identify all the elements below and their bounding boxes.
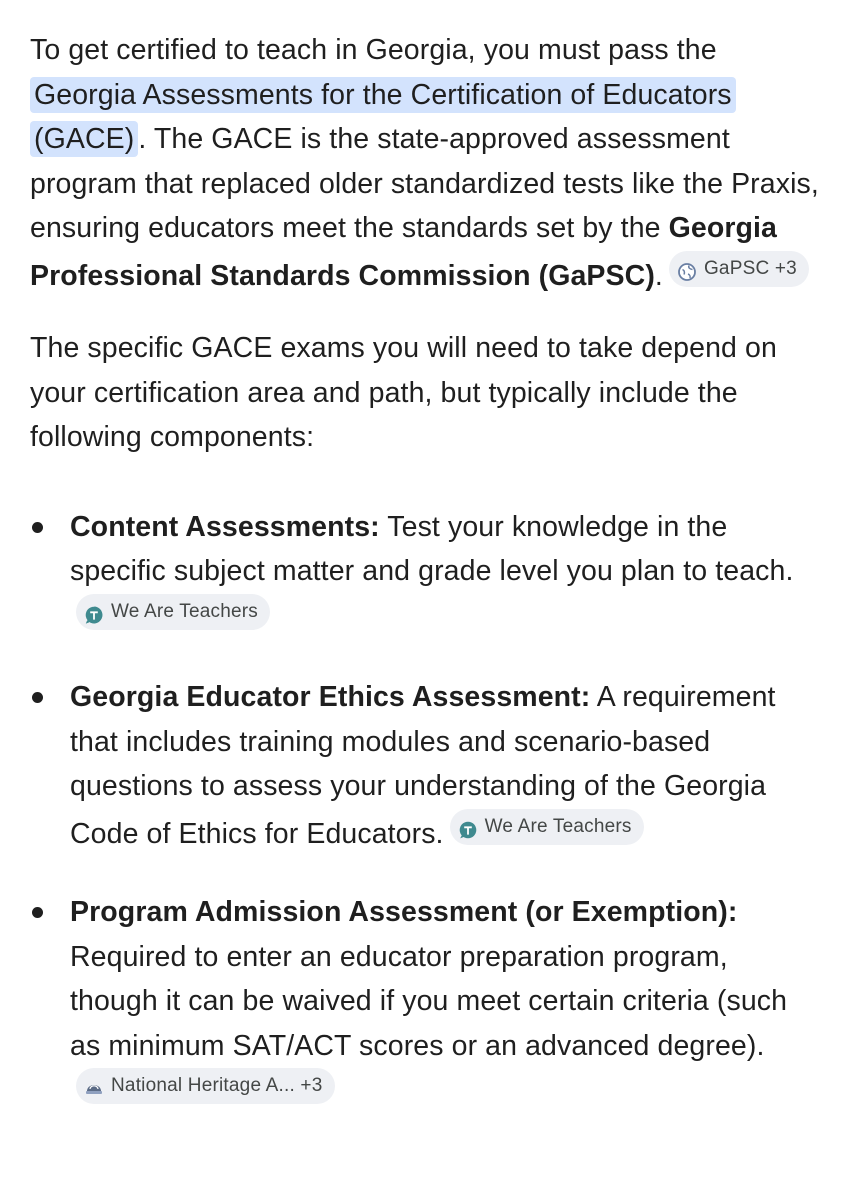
intro-period: . bbox=[654, 259, 663, 292]
chip-label: National Heritage A... +3 bbox=[111, 1075, 323, 1096]
gace-highlight[interactable]: Georgia Assessments for the Certification of Educators (GACE) bbox=[30, 77, 736, 158]
list-item-title: Program Admission Assessment (or Exemption): bbox=[70, 896, 738, 928]
source-chip-national-heritage[interactable] bbox=[76, 1068, 335, 1104]
list-item-text: Required to enter an educator preparation program, though it can be waived if you meet certain criteria (such as minimum SAT/ACT scores or an advanced degree). bbox=[70, 940, 788, 1062]
chip-label: We Are Teachers bbox=[484, 815, 632, 837]
bullet-dot bbox=[32, 907, 43, 918]
we-are-teachers-logo-icon bbox=[84, 602, 104, 622]
list-item-title: Content Assessments: bbox=[70, 510, 380, 543]
chip-label: GaPSC +3 bbox=[703, 257, 797, 279]
list-item-text: A requirement that includes training modules and scenario-based questions to assess your understanding of the Georgia Code of Ethics for Educators. bbox=[70, 681, 776, 850]
source-chip-we-are-teachers[interactable] bbox=[450, 809, 644, 845]
list-item bbox=[30, 505, 820, 642]
source-chip-we-are-teachers[interactable] bbox=[76, 594, 270, 630]
list-item-title: Georgia Educator Ethics Assessment: bbox=[70, 681, 591, 713]
source-chip-gapsc[interactable] bbox=[669, 251, 809, 287]
components-intro-paragraph: The specific GACE exams you will need to take depend on your certification area and path, but typically include the following components: bbox=[30, 332, 777, 453]
national-heritage-logo-icon bbox=[84, 1076, 104, 1096]
intro-text-middle: . The GACE is the state-approved assessment program that replaced older standardized tests like the Praxis, ensuring educators meet the standards set by the bbox=[30, 123, 819, 244]
intro-paragraph bbox=[30, 28, 820, 298]
response-body bbox=[30, 28, 820, 1150]
list-item bbox=[30, 890, 820, 1116]
list-item bbox=[30, 675, 820, 856]
bullet-dot bbox=[32, 692, 43, 703]
we-are-teachers-logo-icon bbox=[458, 817, 478, 837]
chip-label: We Are Teachers bbox=[111, 600, 258, 622]
bullet-dot bbox=[32, 522, 43, 533]
list-item-text: Test your knowledge in the specific subject matter and grade level you plan to teach. bbox=[70, 510, 794, 587]
globe-icon bbox=[677, 259, 697, 279]
gapsc-bold-text: Georgia Professional Standards Commission (GaPSC) bbox=[30, 212, 778, 292]
components-list bbox=[30, 505, 820, 1116]
intro-text-start: To get certified to teach in Georgia, you must pass the bbox=[30, 34, 717, 66]
